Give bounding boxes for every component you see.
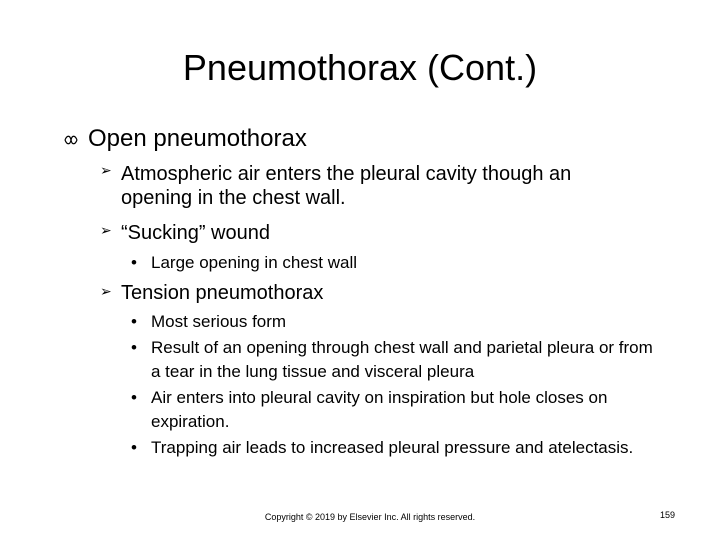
level3-item: Trapping air leads to increased pleural pressure and atelectasis. (151, 438, 634, 457)
dot-bullet-icon: • (131, 312, 137, 331)
arrow-bullet-icon: ➢ (100, 222, 112, 238)
level2-item: “Sucking” wound (121, 222, 270, 244)
arrow-bullet-icon: ➢ (100, 162, 112, 178)
level2-item: Atmospheric air enters the pleural cavity though an opening in the chest wall. (121, 163, 572, 209)
fancy-bullet-icon (64, 133, 78, 149)
slide-title: Pneumothorax (Cont.) (182, 47, 538, 88)
level2-item: Tension pneumothorax (121, 282, 324, 304)
dot-bullet-icon: • (131, 253, 137, 272)
level3-item: Large opening in chest wall (151, 253, 358, 272)
level3-item: Result of an opening through chest wall and parietal pleura or from a tear in the lung tissue and visceral pleura (151, 338, 653, 381)
level1-item: Open pneumothorax (88, 125, 307, 152)
dot-bullet-icon: • (131, 338, 137, 357)
dot-bullet-icon: • (131, 388, 137, 407)
page-number: 159 (660, 510, 676, 520)
level3-item: Air enters into pleural cavity on inspiration but hole closes on expiration. (151, 388, 608, 431)
copyright-footer: Copyright © 2019 by Elsevier Inc. All rights reserved. (264, 512, 476, 522)
arrow-bullet-icon: ➢ (100, 283, 112, 299)
level3-item: Most serious form (151, 312, 287, 331)
dot-bullet-icon: • (131, 438, 137, 457)
